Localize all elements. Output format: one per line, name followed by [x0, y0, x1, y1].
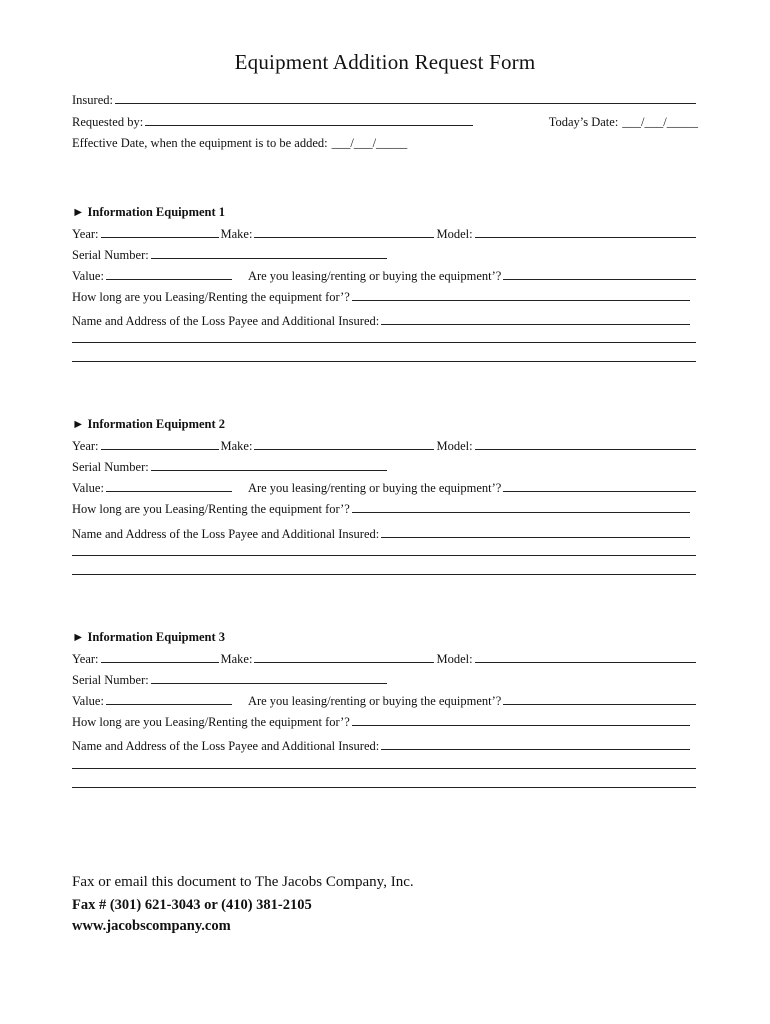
model-field[interactable]	[475, 226, 696, 238]
todays-date-field[interactable]: ___/___/_____	[622, 115, 698, 129]
loss-payee-label: Name and Address of the Loss Payee and Additional Insured:	[72, 739, 380, 753]
loss-payee-line-2[interactable]	[72, 342, 696, 343]
section-3-serial-row	[72, 672, 698, 688]
make-field[interactable]	[254, 438, 434, 450]
value-label: Value:	[72, 269, 104, 283]
year-label: Year:	[72, 652, 99, 666]
section-2-loss-payee-row	[72, 526, 692, 542]
value-field[interactable]	[106, 480, 232, 492]
make-label: Make:	[220, 439, 253, 453]
model-label: Model:	[436, 652, 473, 666]
make-label: Make:	[220, 227, 253, 241]
insured-row	[72, 92, 698, 108]
section-3-loss-payee-row	[72, 738, 692, 754]
model-field[interactable]	[475, 651, 696, 663]
loss-payee-line-3[interactable]	[72, 574, 696, 575]
year-field[interactable]	[101, 438, 219, 450]
how-long-label: How long are you Leasing/Renting the equipment for’?	[72, 502, 350, 516]
section-2-serial-row	[72, 459, 698, 475]
loss-payee-field[interactable]	[381, 526, 690, 538]
leasing-answer-field[interactable]	[503, 693, 696, 705]
section-3-heading: ► Information Equipment 3	[72, 630, 226, 644]
effective-date-label: Effective Date, when the equipment is to be added:	[72, 136, 328, 150]
effective-date-row	[72, 135, 698, 151]
model-field[interactable]	[475, 438, 696, 450]
section-3-value-row	[72, 693, 698, 709]
serial-number-field[interactable]	[151, 672, 387, 684]
value-label: Value:	[72, 694, 104, 708]
section-1-serial-row	[72, 247, 698, 263]
requested-by-label: Requested by:	[72, 115, 144, 129]
todays-date-label: Today’s Date:	[548, 115, 619, 129]
requested-by-field[interactable]	[145, 114, 473, 126]
section-3-how-long-row	[72, 714, 692, 730]
section-2-value-row	[72, 480, 698, 496]
form-title: Equipment Addition Request Form	[234, 50, 536, 74]
section-2-how-long-row	[72, 501, 692, 517]
loss-payee-field[interactable]	[381, 738, 690, 750]
make-field[interactable]	[254, 651, 434, 663]
value-field[interactable]	[106, 268, 232, 280]
serial-number-label: Serial Number:	[72, 460, 149, 474]
loss-payee-label: Name and Address of the Loss Payee and Additional Insured:	[72, 314, 380, 328]
year-label: Year:	[72, 439, 99, 453]
serial-number-field[interactable]	[151, 459, 387, 471]
how-long-label: How long are you Leasing/Renting the equipment for’?	[72, 290, 350, 304]
model-label: Model:	[436, 227, 473, 241]
leasing-question-label: Are you leasing/renting or buying the equipment’?	[247, 694, 502, 708]
footer-website-link[interactable]: www.jacobscompany.com	[72, 918, 231, 934]
serial-number-label: Serial Number:	[72, 673, 149, 687]
how-long-label: How long are you Leasing/Renting the equipment for’?	[72, 715, 350, 729]
value-field[interactable]	[106, 693, 232, 705]
section-1-value-row	[72, 268, 698, 284]
year-field[interactable]	[101, 226, 219, 238]
requested-by-row	[72, 114, 698, 130]
model-label: Model:	[436, 439, 473, 453]
serial-number-label: Serial Number:	[72, 248, 149, 262]
how-long-field[interactable]	[352, 289, 690, 301]
make-label: Make:	[220, 652, 253, 666]
how-long-field[interactable]	[352, 714, 690, 726]
year-field[interactable]	[101, 651, 219, 663]
section-1-year-make-model-row	[72, 226, 698, 242]
loss-payee-line-2[interactable]	[72, 768, 696, 769]
loss-payee-label: Name and Address of the Loss Payee and Additional Insured:	[72, 527, 380, 541]
section-3-year-make-model-row	[72, 651, 698, 667]
leasing-question-label: Are you leasing/renting or buying the equipment’?	[247, 269, 502, 283]
effective-date-field[interactable]: ___/___/_____	[331, 136, 408, 150]
leasing-answer-field[interactable]	[503, 268, 696, 280]
loss-payee-line-3[interactable]	[72, 361, 696, 362]
leasing-answer-field[interactable]	[503, 480, 696, 492]
footer-fax: Fax # (301) 621-3043 or (410) 381-2105	[72, 897, 312, 913]
section-1-heading: ► Information Equipment 1	[72, 205, 226, 219]
section-1-how-long-row	[72, 289, 692, 305]
year-label: Year:	[72, 227, 99, 241]
how-long-field[interactable]	[352, 501, 690, 513]
section-1-loss-payee-row	[72, 313, 692, 329]
insured-label: Insured:	[72, 93, 113, 107]
loss-payee-line-2[interactable]	[72, 555, 696, 556]
footer-instruction: Fax or email this document to The Jacobs Company, Inc.	[72, 874, 414, 890]
make-field[interactable]	[254, 226, 434, 238]
serial-number-field[interactable]	[151, 247, 387, 259]
section-2-year-make-model-row	[72, 438, 698, 454]
leasing-question-label: Are you leasing/renting or buying the equipment’?	[247, 481, 502, 495]
section-2-heading: ► Information Equipment 2	[72, 417, 226, 431]
insured-field[interactable]	[115, 92, 696, 104]
loss-payee-field[interactable]	[381, 313, 690, 325]
loss-payee-line-3[interactable]	[72, 787, 696, 788]
value-label: Value:	[72, 481, 104, 495]
